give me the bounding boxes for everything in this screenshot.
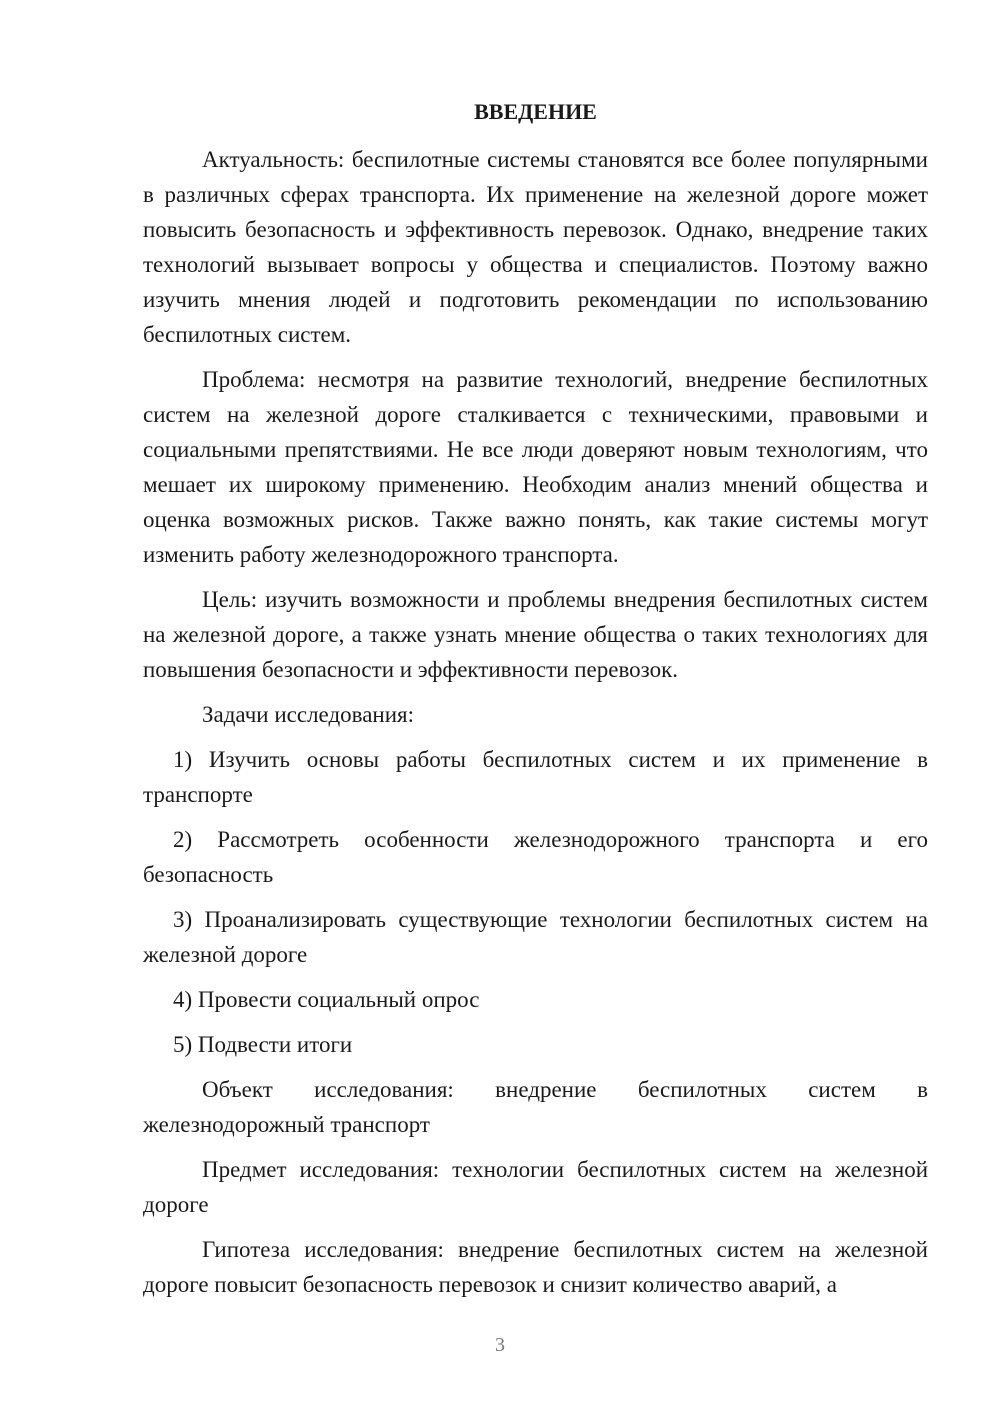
paragraph-problem: Проблема: несмотря на развитие технологий, внедрение беспилотных систем на железной дороге сталкивается с техническими, правовыми и социальными препятствиями. Не все люди доверяют новым технологиям, что мешает их широкому применению. Необходим анализ мнений общества и оценка возможных рисков. Также важно понять, как такие системы могут изменить работу железнодорожного транспорта.: [143, 367, 928, 567]
paragraph-subject: Предмет исследования: технологии беспилотных систем на железной дороге: [143, 1157, 928, 1217]
body-text: [143, 142, 928, 1312]
paragraph-relevance: Актуальность: беспилотные системы становятся все более популярными в различных сферах транспорта. Их применение на железной дороге может повысить безопасность и эффективность перевозок. Однако, внедрение таких технологий вызывает вопросы у общества и специалистов. Поэтому важно изучить мнения людей и подготовить рекомендации по использованию беспилотных систем.: [143, 147, 928, 347]
task-item: 3) Проанализировать существующие технологии беспилотных систем на железной дороге: [143, 907, 928, 967]
task-item: 4) Провести социальный опрос: [173, 987, 480, 1012]
task-item: 5) Подвести итоги: [173, 1032, 353, 1057]
paragraph-goal: Цель: изучить возможности и проблемы внедрения беспилотных систем на железной дороге, а также узнать мнение общества о таких технологиях для повышения безопасности и эффективности перевозок.: [143, 587, 928, 682]
paragraph-tasks-intro: Задачи исследования:: [202, 702, 415, 727]
section-heading: ВВЕДЕНИЕ: [474, 99, 597, 124]
paragraph-hypothesis: Гипотеза исследования: внедрение беспилотных систем на железной дороге повысит безопасность перевозок и снизит количество аварий, а: [143, 1237, 928, 1297]
paragraph-object: Объект исследования: внедрение беспилотных систем в железнодорожный транспорт: [143, 1077, 928, 1137]
page-number: 3: [495, 1334, 505, 1356]
task-item: 2) Рассмотреть особенности железнодорожного транспорта и его безопасность: [143, 827, 928, 887]
task-item: 1) Изучить основы работы беспилотных систем и их применение в транспорте: [143, 747, 928, 807]
